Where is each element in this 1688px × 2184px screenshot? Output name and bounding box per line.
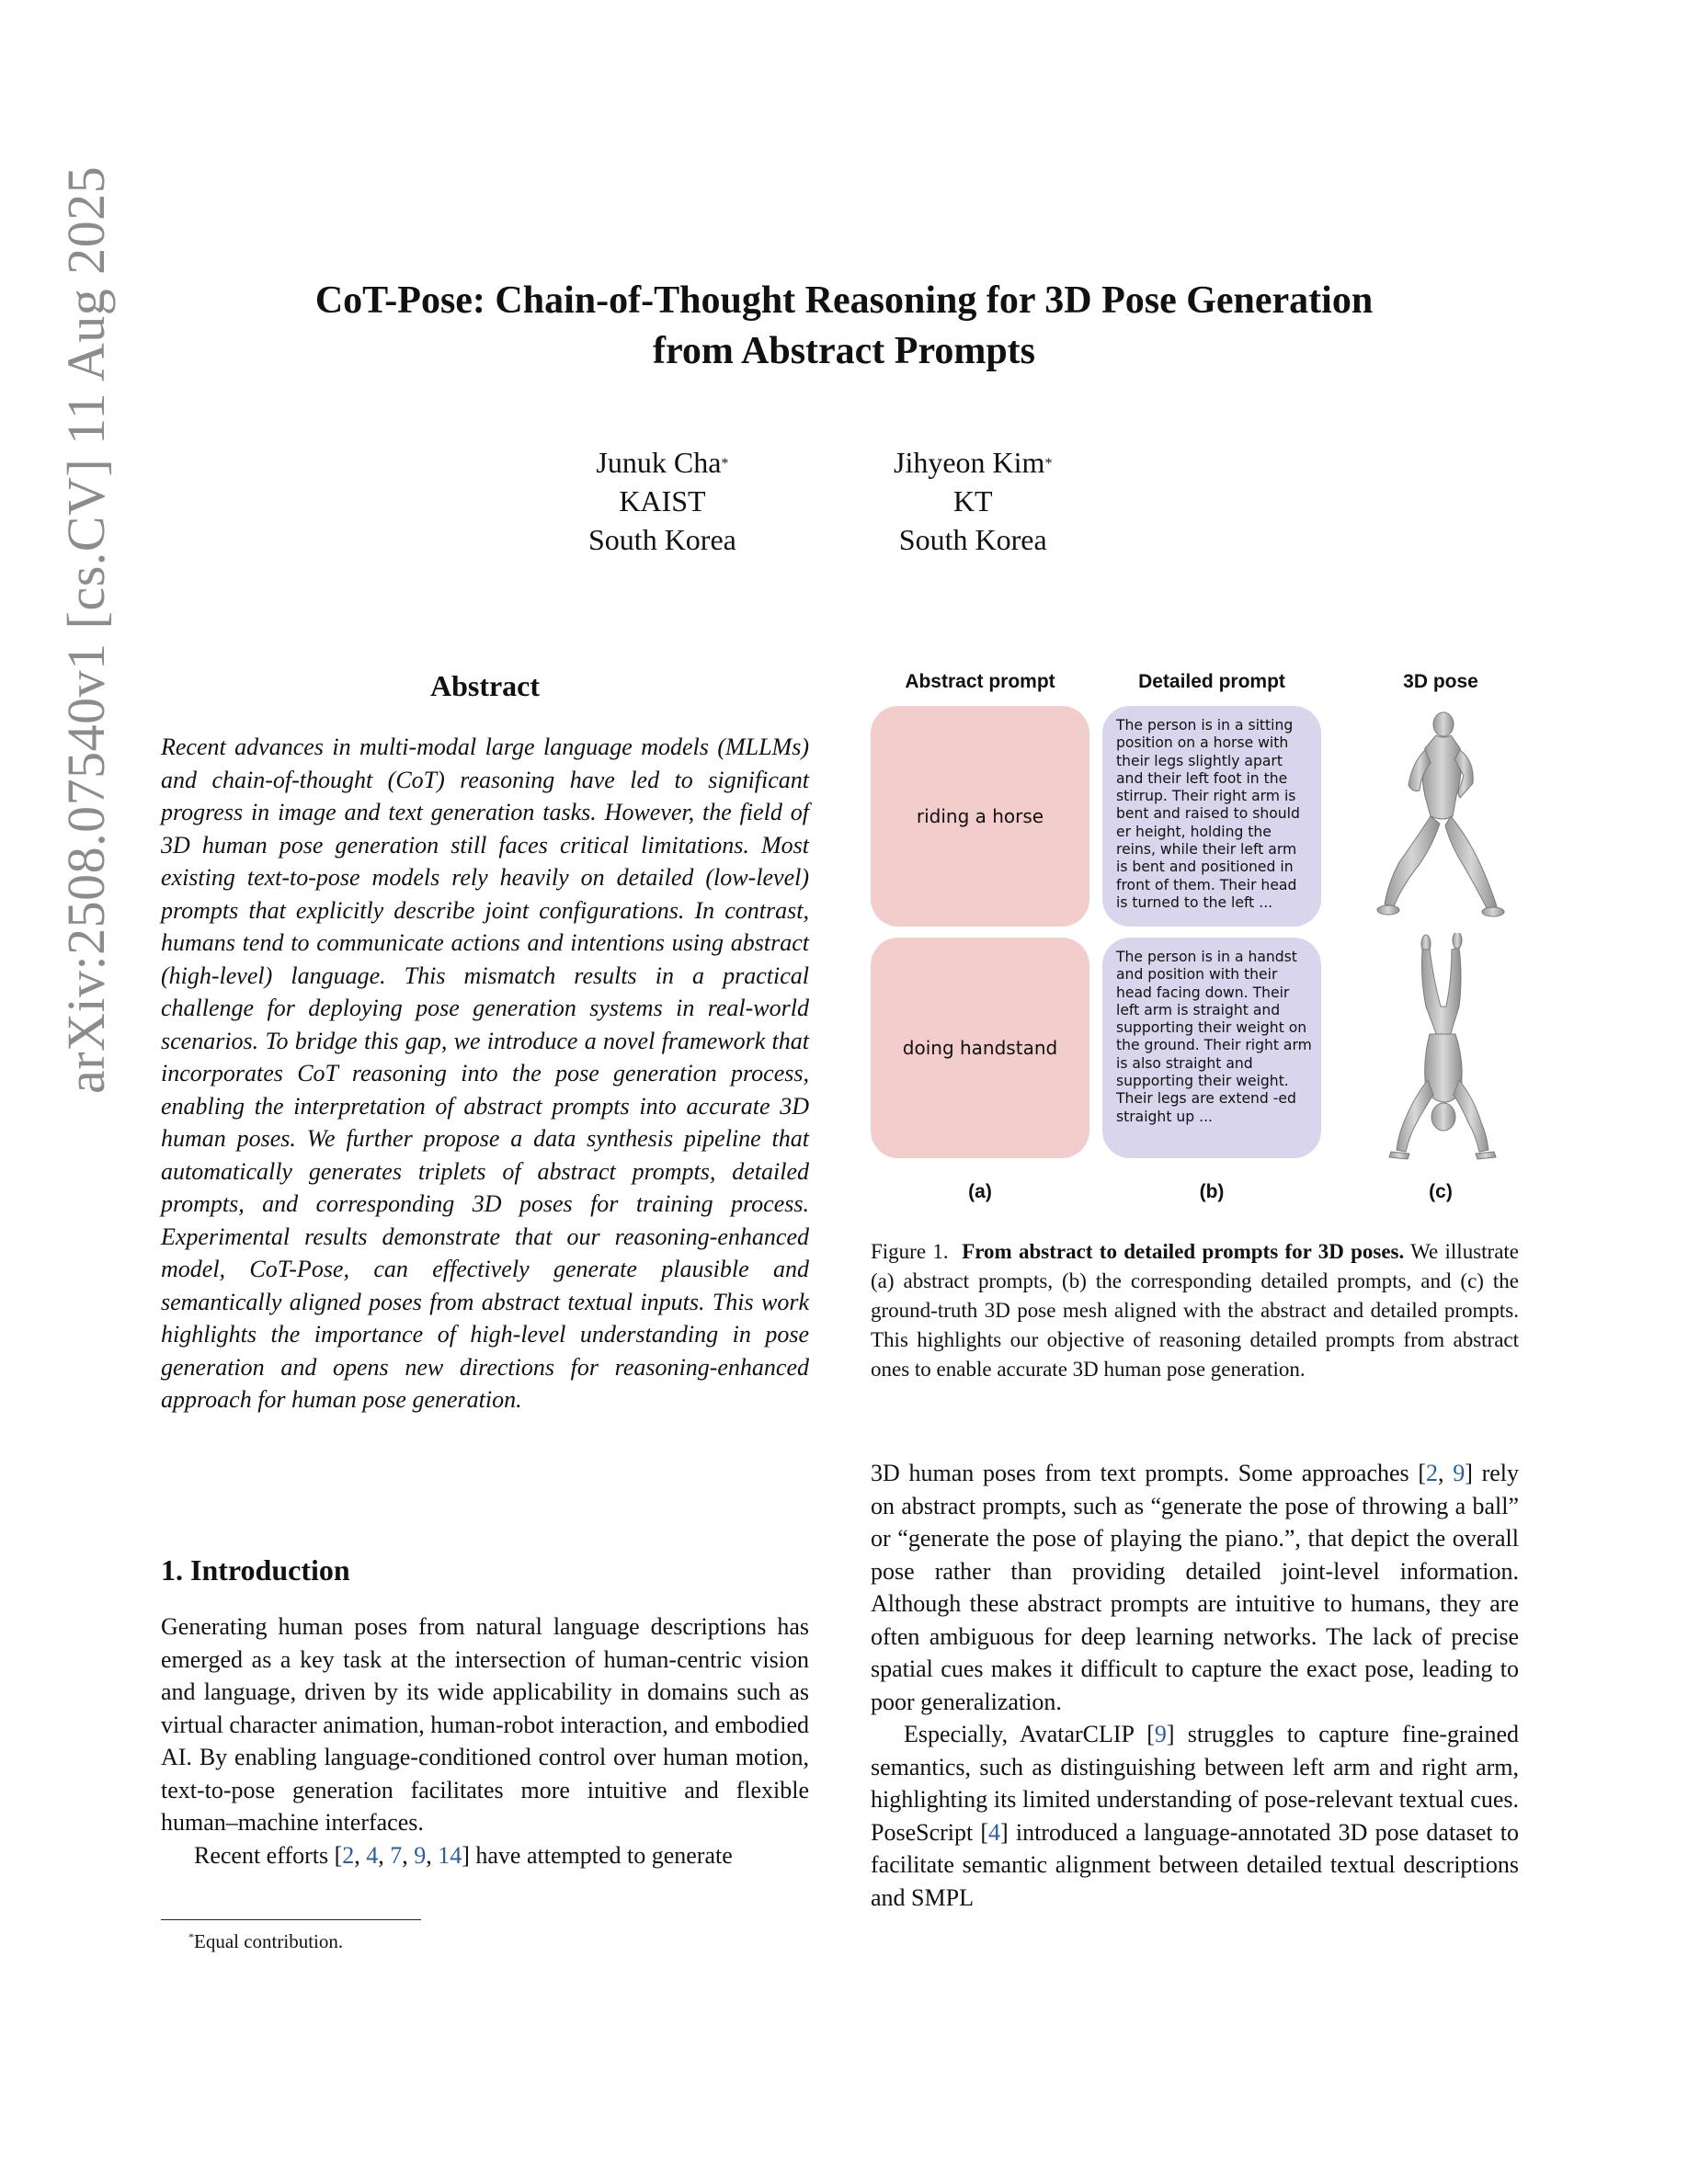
detailed-prompt-box (1102, 706, 1321, 927)
figure-label-b: (b) (1199, 1181, 1225, 1202)
footnote-mark: * (188, 1930, 194, 1943)
abstract-section (161, 669, 809, 1416)
author-affiliation: KT (952, 484, 993, 518)
right-paragraph-1: 3D human poses from text prompts. Some approaches [2, 9] rely on abstract prompts, such as “generate the pose of throwing a ball” or “generate the pose of playing the piano.”, that depict the overall pose rather than providing detailed joint-level information. Although these abstract prompts are intuitive to humans, they are often ambiguous for deep learning networks. The lack of precise spatial cues makes it difficult to capture the exact pose, leading to poor generalization. (871, 1460, 1519, 1715)
title-line-2: from Abstract Prompts (652, 330, 1036, 372)
author-country: South Korea (588, 523, 736, 556)
pose-mesh-handstand (1386, 933, 1505, 1163)
author-1 (588, 443, 736, 559)
intro-paragraph-1: Generating human poses from natural language descriptions has emerged as a key task at the intersection of human-centric vision and language, driven by its wide applicability in domains such as virtual character animation, human-robot interaction, and embodied AI. By enabling language-conditioned control over human motion, text-to-pose generation facilitates more intuitive and flexible human–machine interfaces. (161, 1613, 809, 1836)
abstract-prompt-box (871, 938, 1089, 1158)
author-country: South Korea (898, 523, 1047, 556)
equal-contribution-mark: * (721, 456, 729, 472)
right-paragraph-2 (871, 1718, 1519, 1914)
citation-link[interactable]: 2 (342, 1841, 355, 1869)
figure-column-header: 3D pose (1403, 671, 1478, 692)
section-heading-introduction: 1. Introduction (161, 1553, 350, 1587)
detailed-prompt-text: The person is in a handst and position with their head facing down. Their left arm is straight and supporting their weight on the ground. Their right arm is also straight and supporting their weight. Their legs are extend -ed straight up ... (1116, 949, 1312, 1125)
abstract-prompt-text: doing handstand (902, 1037, 1058, 1059)
detailed-prompt-text: The person is in a sitting position on a horse with their legs slightly apart and their left foot in the stirrup. Their right arm is bent and raised to should er height, holding the reins, while their left arm is bent and positioned in front of them. Their head is turned to the left ... (1116, 717, 1300, 911)
intro-paragraph-2: Recent efforts [2, 4, 7, 9, 14] have attempted to generate (194, 1841, 733, 1869)
text-span: ] struggles to capture fine-grained semantics, such as distinguishing between left arm and right arm, highlighting its limited understanding of pose-relevant textual cues. PoseScript [ (871, 1721, 1519, 1846)
detailed-prompt-box (1102, 938, 1321, 1158)
author-name: Jihyeon Kim (894, 446, 1045, 479)
pose-mesh-riding-horse (1372, 708, 1510, 928)
citation-link[interactable]: 4 (366, 1841, 379, 1869)
author-2 (894, 443, 1052, 559)
citation-link[interactable]: 9 (1453, 1460, 1466, 1486)
text-span: Recent efforts [ (194, 1841, 343, 1869)
text-span: Especially, AvatarCLIP [ (904, 1721, 1155, 1747)
citation-link[interactable]: 9 (1154, 1721, 1167, 1747)
footnote-text: Equal contribution. (194, 1930, 344, 1952)
caption-text: We illustrate (a) abstract prompts, (b) the corresponding detailed prompts, and (c) the ground-truth 3D pose mesh aligned with the abstract and detailed prompts. This highlights our objective of reasoning detailed prompts from abstract ones to enable accurate 3D human pose generation. (871, 1240, 1520, 1381)
text-span: ] have attempted to generate (462, 1841, 733, 1869)
figure-1 (871, 671, 1519, 1213)
author-affiliation: KAIST (619, 484, 706, 518)
author-name: Junuk Cha (596, 446, 722, 479)
text-span: ] introduced a language-annotated 3D pose dataset to facilitate semantic alignment between detailed textual descriptions and SMPL (871, 1818, 1519, 1911)
citation-link[interactable]: 4 (988, 1818, 1001, 1846)
abstract-body: Recent advances in multi-modal large language models (MLLMs) and chain-of-thought (CoT) reasoning have led to significant progress in image and text generation tasks. However, the field of 3D human pose generation still faces critical limitations. Most existing text-to-pose models rely heavily on detailed (low-level) prompts that explicitly describe joint configurations. In contrast, humans tend to communicate actions and intentions using abstract (high-level) language. This mismatch results in a practical challenge for deploying pose generation systems in real-world scenarios. To bridge this gap, we introduce a novel framework that incorporates CoT reasoning into the pose generation process, enabling the interpretation of abstract prompts into accurate 3D human poses. We further propose a data synthesis pipeline that automatically generates triplets of abstract prompts, detailed prompts, and corresponding 3D poses for training process. Experimental results demonstrate that our reasoning-enhanced model, CoT-Pose, can effectively generate plausible and semantically aligned poses from abstract textual inputs. This work highlights the importance of high-level understanding in pose generation and opens new directions for reasoning-enhanced approach for human pose generation. (161, 734, 809, 1413)
footnote-rule (161, 1919, 421, 1920)
text-span: 3D human poses from text prompts. Some approaches [ (871, 1460, 1426, 1486)
citation-link[interactable]: 14 (438, 1841, 462, 1869)
citation-link[interactable]: 9 (414, 1841, 427, 1869)
title-line-1: CoT-Pose: Chain-of-Thought Reasoning for 3D Pose Generation (314, 279, 1374, 322)
text-span: ] rely on abstract prompts, such as “generate the pose of throwing a ball” or “generate the pose of playing the piano.”, that depict the overall pose rather than providing detailed joint-level information. Although these abstract prompts are intuitive to humans, they are often ambiguous for deep learning networks. The lack of precise spatial cues makes it difficult to capture the exact pose, leading to poor generalization. (871, 1460, 1519, 1715)
paper-title (0, 276, 1688, 377)
equal-contribution-mark: * (1044, 456, 1053, 472)
citation-link[interactable]: 2 (1426, 1460, 1438, 1486)
arxiv-identifier-stamp: arXiv:2508.07540v1 [cs.CV] 11 Aug 2025 (56, 165, 116, 1094)
caption-title: From abstract to detailed prompts for 3D poses. (962, 1240, 1405, 1263)
figure-column-header: Abstract prompt (905, 671, 1055, 692)
introduction-body (161, 1610, 809, 1871)
figure-column-header: Detailed prompt (1138, 671, 1285, 692)
figure-caption (871, 1237, 1519, 1384)
caption-prefix: Figure 1. (871, 1240, 949, 1263)
footnote (188, 1930, 343, 1953)
introduction-body-continued (871, 1457, 1519, 1914)
abstract-heading: Abstract (429, 669, 541, 702)
figure-label-a: (a) (968, 1181, 992, 1202)
figure-label-c: (c) (1429, 1181, 1453, 1202)
abstract-prompt-box (871, 706, 1089, 927)
citation-link[interactable]: 7 (390, 1841, 403, 1869)
abstract-prompt-text: riding a horse (916, 805, 1044, 827)
